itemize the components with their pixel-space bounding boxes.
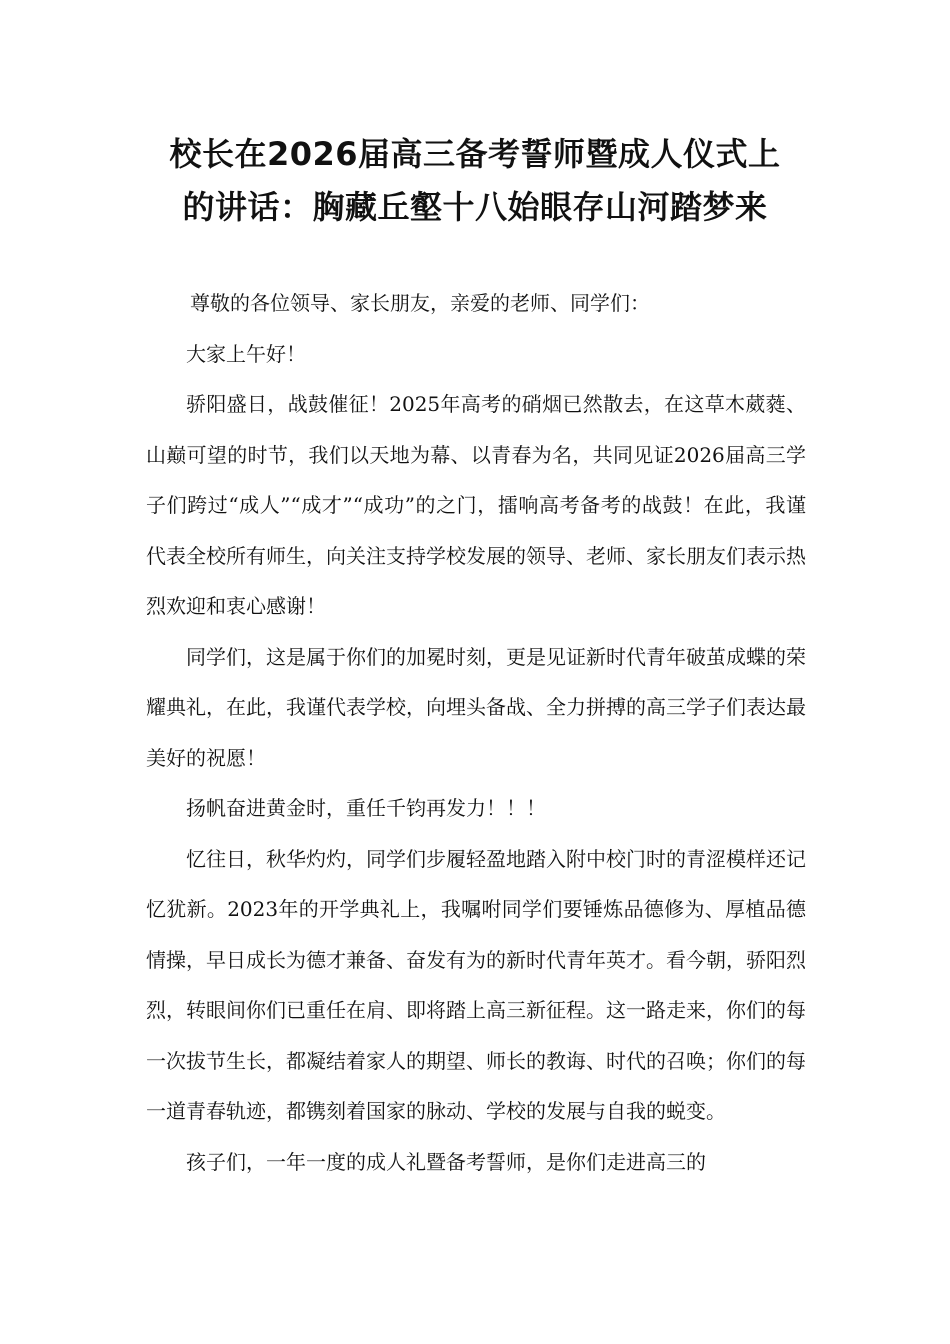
opening-paragraph: 骄阳盛日，战鼓催征！2025年高考的硝烟已然散去，在这草木葳蕤、山巅可望的时节，我们以天地为幕、以青春为名，共同见证2026届高三学子们跨过“成人”“成才”“成功”的之门，擂响高考备考的战鼓！在此，我谨代表全校所有师生，向关注支持学校发展的领导、老师、家长朋友们表示热烈欢迎和衷心感谢！ <box>146 392 806 618</box>
salutation-paragraph: 尊敬的各位领导、家长朋友，亲爱的老师、同学们： <box>190 291 650 315</box>
document-title <box>140 128 810 234</box>
slogan-paragraph: 扬帆奋进黄金时，重任千钧再发力！！！ <box>186 796 546 820</box>
title-line-2: 的讲话：胸藏丘壑十八始眼存山河踏梦来 <box>182 188 768 226</box>
title-line-1: 校长在2026届高三备考誓师暨成人仪式上 <box>169 135 781 173</box>
ceremony-paragraph: 孩子们，一年一度的成人礼暨备考誓师，是你们走进高三的 <box>186 1149 706 1174</box>
recollection-paragraph: 忆往日，秋华灼灼，同学们步履轻盈地踏入附中校门时的青涩模样还记忆犹新。2023年的开学典礼上，我嘱咐同学们要锤炼品德修为、厚植品德情操，早日成长为德才兼备、奋发有为的新时代青年英才。看今朝，骄阳烈烈，转眼间你们已重任在肩、即将踏上高三新征程。这一路走来，你们的每一次拔节生长，都凝结着家人的期望、师长的教诲、时代的召唤；你们的每一道青春轨迹，都镌刻着国家的脉动、学校的发展与自我的蜕变。 <box>146 846 806 1123</box>
document-body <box>146 278 806 1187</box>
greeting-paragraph: 大家上午好！ <box>186 341 306 366</box>
wishes-paragraph: 同学们，这是属于你们的加冕时刻，更是见证新时代青年破茧成蝶的荣耀典礼，在此，我谨代表学校，向埋头备战、全力拼搏的高三学子们表达最美好的祝愿！ <box>146 644 806 770</box>
